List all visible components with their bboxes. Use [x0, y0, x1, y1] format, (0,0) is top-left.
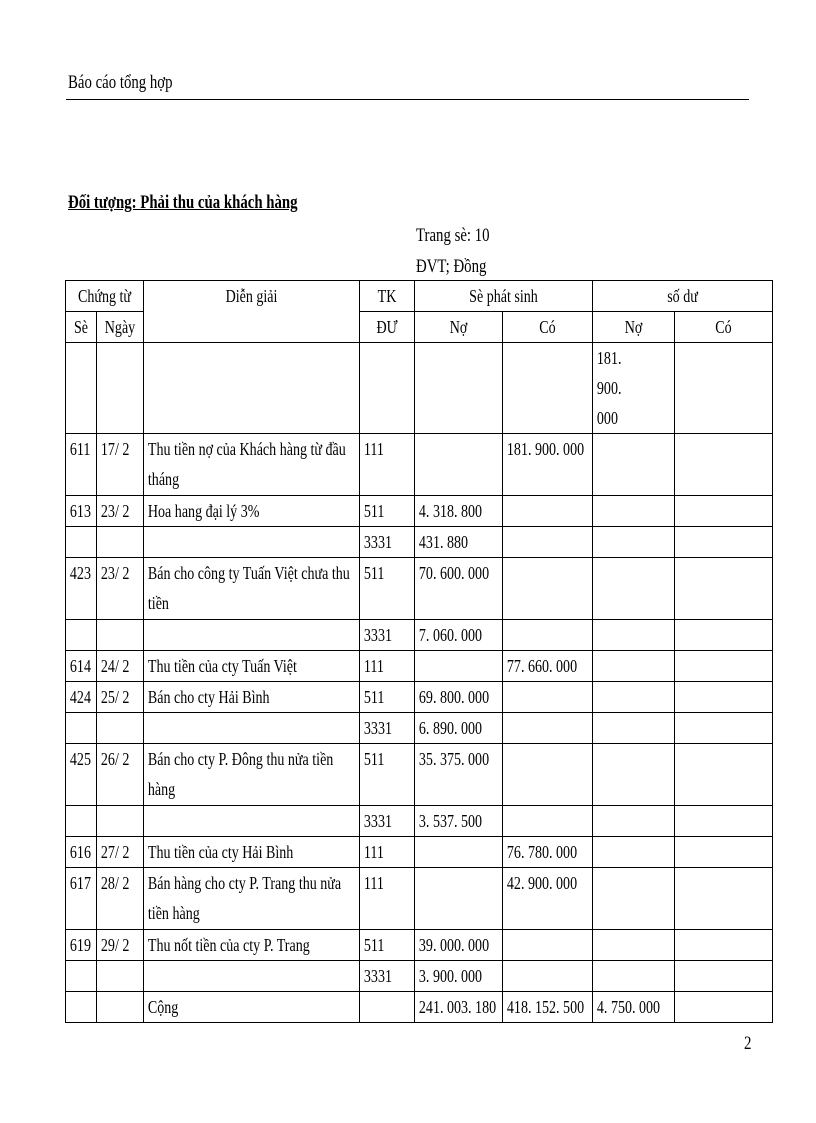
description: Thu tiền nợ của Khách hàng từ đầu tháng [144, 434, 360, 496]
debit-amount [415, 868, 503, 930]
ledger-table [65, 280, 773, 1023]
voucher-date: 17/ 2 [97, 434, 144, 496]
account: 3331 [360, 620, 415, 651]
credit-amount [503, 620, 593, 651]
account: 3331 [360, 806, 415, 837]
voucher-date [97, 961, 144, 992]
voucher-number: 423 [66, 558, 97, 620]
balance-credit [675, 558, 773, 620]
balance-credit [675, 651, 773, 682]
debit-amount: 3. 537. 500 [415, 806, 503, 837]
account: 511 [360, 558, 415, 620]
page-reference: Trang sè: 10 [416, 225, 490, 246]
table-row [66, 496, 773, 527]
account: 111 [360, 837, 415, 868]
total-balance-debit: 4. 750. 000 [593, 992, 675, 1023]
table-row [66, 527, 773, 558]
balance-credit [675, 343, 773, 434]
account [360, 343, 415, 434]
debit-amount: 70. 600. 000 [415, 558, 503, 620]
debit-amount: 6. 890. 000 [415, 713, 503, 744]
voucher-number [66, 992, 97, 1023]
credit-amount: 77. 660. 000 [503, 651, 593, 682]
report-title: Báo cáo tổng hợp [68, 72, 173, 93]
subject-heading: Đối tượng: Phải thu của khách hàng [68, 192, 298, 213]
voucher-date: 24/ 2 [97, 651, 144, 682]
balance-debit [593, 620, 675, 651]
page-number: 2 [744, 1033, 752, 1054]
voucher-date [97, 713, 144, 744]
voucher-number [66, 713, 97, 744]
debit-amount: 35. 375. 000 [415, 744, 503, 806]
credit-amount [503, 496, 593, 527]
voucher-date [97, 806, 144, 837]
description [144, 713, 360, 744]
credit-amount [503, 930, 593, 961]
credit-amount: 76. 780. 000 [503, 837, 593, 868]
description: Hoa hang đại lý 3% [144, 496, 360, 527]
voucher-number: 614 [66, 651, 97, 682]
debit-amount: 7. 060. 000 [415, 620, 503, 651]
debit-amount [415, 651, 503, 682]
balance-debit [593, 961, 675, 992]
description: Thu tiền của cty Tuấn Việt [144, 651, 360, 682]
voucher-date [97, 992, 144, 1023]
balance-debit [593, 744, 675, 806]
account: 3331 [360, 961, 415, 992]
balance-debit [593, 930, 675, 961]
balance-credit [675, 682, 773, 713]
balance-credit [675, 961, 773, 992]
credit-amount: 42. 900. 000 [503, 868, 593, 930]
balance-debit [593, 434, 675, 496]
balance-debit [593, 527, 675, 558]
debit-amount [415, 343, 503, 434]
voucher-number [66, 806, 97, 837]
voucher-date: 27/ 2 [97, 837, 144, 868]
table-row [66, 806, 773, 837]
credit-amount [503, 343, 593, 434]
balance-credit [675, 713, 773, 744]
balance-debit [593, 558, 675, 620]
description-header: Diễn giải [144, 281, 360, 343]
description: Thu tiền của cty Hải Bình [144, 837, 360, 868]
account: 111 [360, 868, 415, 930]
header-row-top [66, 281, 773, 312]
balance-debit [593, 651, 675, 682]
account-header: TK [360, 281, 415, 312]
account-header-sub: ĐƯ [360, 312, 415, 343]
voucher-number: 619 [66, 930, 97, 961]
balance-credit [675, 527, 773, 558]
debit-amount: 4. 318. 800 [415, 496, 503, 527]
total-balance-credit [675, 992, 773, 1023]
date-header: Ngày [97, 312, 144, 343]
voucher-date: 28/ 2 [97, 868, 144, 930]
voucher-date: 25/ 2 [97, 682, 144, 713]
account: 511 [360, 682, 415, 713]
voucher-header: Chứng từ [66, 281, 144, 312]
description: Bán cho cty P. Đông thu nửa tiền hàng [144, 744, 360, 806]
balance-debit [593, 806, 675, 837]
balance-credit [675, 496, 773, 527]
table-row [66, 343, 773, 434]
voucher-date: 23/ 2 [97, 558, 144, 620]
credit-amount [503, 806, 593, 837]
credit-amount [503, 744, 593, 806]
voucher-number: 613 [66, 496, 97, 527]
balance-credit-header: Có [675, 312, 773, 343]
balance-debit-header: Nợ [593, 312, 675, 343]
voucher-number [66, 527, 97, 558]
account [360, 992, 415, 1023]
voucher-number: 611 [66, 434, 97, 496]
credit-amount [503, 682, 593, 713]
credit-amount [503, 527, 593, 558]
balance-debit [593, 868, 675, 930]
table-row [66, 713, 773, 744]
voucher-number [66, 343, 97, 434]
balance-credit [675, 930, 773, 961]
account: 3331 [360, 527, 415, 558]
voucher-number: 617 [66, 868, 97, 930]
voucher-number [66, 961, 97, 992]
balance-credit [675, 868, 773, 930]
voucher-date: 29/ 2 [97, 930, 144, 961]
voucher-date [97, 620, 144, 651]
balance-credit [675, 806, 773, 837]
debit-amount [415, 434, 503, 496]
table-row [66, 930, 773, 961]
balance-debit [593, 713, 675, 744]
debit-header: Nợ [415, 312, 503, 343]
credit-amount [503, 558, 593, 620]
total-row [66, 992, 773, 1023]
account: 3331 [360, 713, 415, 744]
credit-header: Có [503, 312, 593, 343]
description [144, 961, 360, 992]
voucher-date: 26/ 2 [97, 744, 144, 806]
table-row [66, 558, 773, 620]
total-credit: 418. 152. 500 [503, 992, 593, 1023]
voucher-date [97, 527, 144, 558]
voucher-number: 616 [66, 837, 97, 868]
table-row [66, 837, 773, 868]
transactions-header: Sè phát sinh [415, 281, 593, 312]
debit-amount: 431. 880 [415, 527, 503, 558]
account: 511 [360, 496, 415, 527]
description: Bán cho công ty Tuấn Việt chưa thu tiền [144, 558, 360, 620]
table-row [66, 868, 773, 930]
debit-amount: 69. 800. 000 [415, 682, 503, 713]
account: 511 [360, 930, 415, 961]
table-row [66, 620, 773, 651]
credit-amount [503, 961, 593, 992]
voucher-date [97, 343, 144, 434]
description: Bán hàng cho cty P. Trang thu nửa tiền hàng [144, 868, 360, 930]
description [144, 620, 360, 651]
balance-debit [593, 837, 675, 868]
account: 111 [360, 434, 415, 496]
table-row [66, 744, 773, 806]
credit-amount: 181. 900. 000 [503, 434, 593, 496]
credit-amount [503, 713, 593, 744]
balance-debit: 181. 900. 000 [593, 343, 675, 434]
description: Bán cho cty Hải Bình [144, 682, 360, 713]
number-header: Sè [66, 312, 97, 343]
voucher-number: 425 [66, 744, 97, 806]
balance-credit [675, 434, 773, 496]
balance-credit [675, 837, 773, 868]
debit-amount [415, 837, 503, 868]
account: 111 [360, 651, 415, 682]
balance-header: số dư [593, 281, 773, 312]
description: Thu nốt tiền của cty P. Trang [144, 930, 360, 961]
balance-debit [593, 496, 675, 527]
debit-amount: 39. 000. 000 [415, 930, 503, 961]
currency-unit: ĐVT; Đồng [416, 256, 487, 277]
voucher-number: 424 [66, 682, 97, 713]
table-row [66, 682, 773, 713]
debit-amount: 3. 900. 000 [415, 961, 503, 992]
balance-debit [593, 682, 675, 713]
balance-credit [675, 620, 773, 651]
account: 511 [360, 744, 415, 806]
total-debit: 241. 003. 180 [415, 992, 503, 1023]
voucher-date: 23/ 2 [97, 496, 144, 527]
voucher-number [66, 620, 97, 651]
table-row [66, 434, 773, 496]
description [144, 527, 360, 558]
total-label: Cộng [144, 992, 360, 1023]
balance-credit [675, 744, 773, 806]
description [144, 806, 360, 837]
table-row [66, 961, 773, 992]
header-divider [66, 99, 749, 100]
description [144, 343, 360, 434]
table-row [66, 651, 773, 682]
